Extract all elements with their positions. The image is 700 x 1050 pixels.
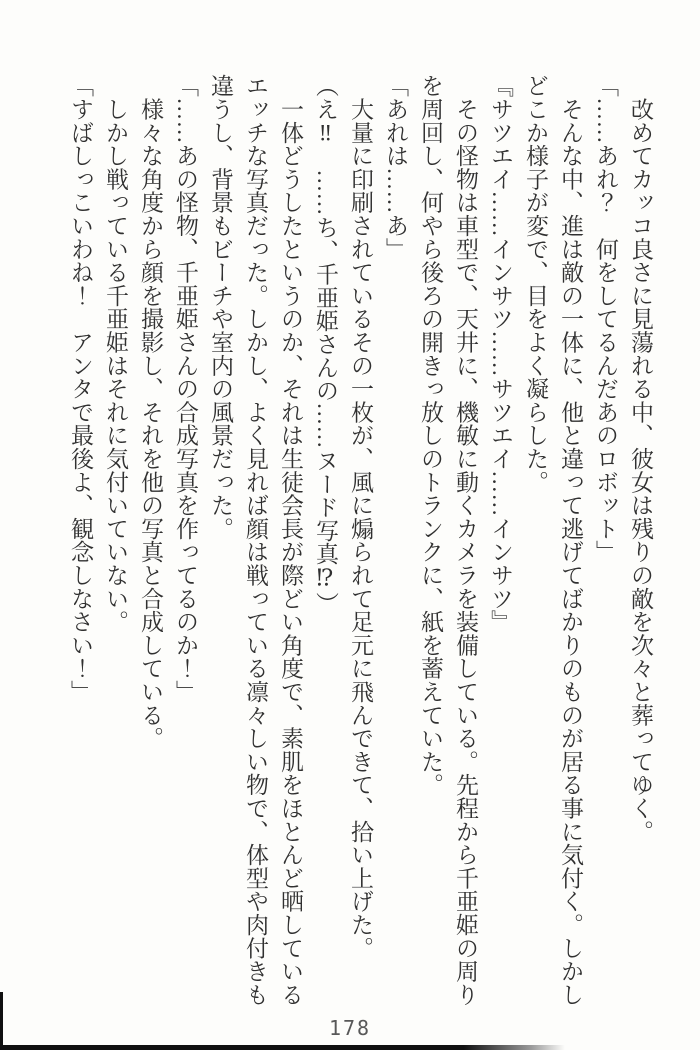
- text-line: 一体どうしたというのか、それは生徒会長が際どい角度で、素肌をほとんど晒している: [278, 74, 303, 1006]
- text-line: 『サツエイ……インサツ……サツエイ……インサツ』: [488, 74, 513, 634]
- scan-edge-artifact: [0, 992, 3, 1050]
- scan-edge-artifact: [0, 1045, 565, 1050]
- text-line: 「すばしっこいわね！ アンタで最後よ、観念しなさい！」: [68, 74, 93, 704]
- text-line: 違うし、背景もビーチや室内の風景だった。: [208, 74, 233, 540]
- text-body: [63, 74, 658, 1014]
- text-line: しかし戦っている千亜姫はそれに気付いていない。: [103, 74, 128, 634]
- text-line: エッチな写真だった。しかし、よく見れば顔は戦っている凛々しい物で、体型や肉付きも: [243, 74, 268, 1006]
- text-line: （え‼ ……ち、千亜姫さんの……ヌード写真⁉）: [313, 74, 338, 615]
- text-line: どこか様子が変で、目をよく凝らした。: [523, 74, 548, 494]
- text-line: 「……あれ？ 何をしてるんだあのロボット」: [593, 74, 618, 564]
- text-line: 改めてカッコ良さに見蕩れる中、彼女は残りの敵を次々と葬ってゆく。: [628, 74, 653, 843]
- text-line: 「……あの怪物、千亜姫さんの合成写真を作ってるのか！」: [173, 74, 198, 704]
- text-line: を周回し、何やら後ろの開きっ放しのトランクに、紙を蓄えていた。: [418, 74, 443, 797]
- text-line: そんな中、進は敵の一体に、他と違って逃げてばかりのものが居る事に気付く。しかし: [558, 74, 583, 1006]
- text-line: 「あれは……あ」: [383, 74, 408, 261]
- page-number: 178: [328, 1016, 372, 1040]
- text-line: その怪物は車型で、天井に、機敏に動くカメラを装備している。先程から千亜姫の周り: [453, 74, 478, 1006]
- text-line: 大量に印刷されているその一枚が、風に煽られて足元に飛んできて、拾い上げた。: [348, 74, 373, 960]
- text-line: 様々な角度から顔を撮影し、それを他の写真と合成している。: [138, 74, 163, 750]
